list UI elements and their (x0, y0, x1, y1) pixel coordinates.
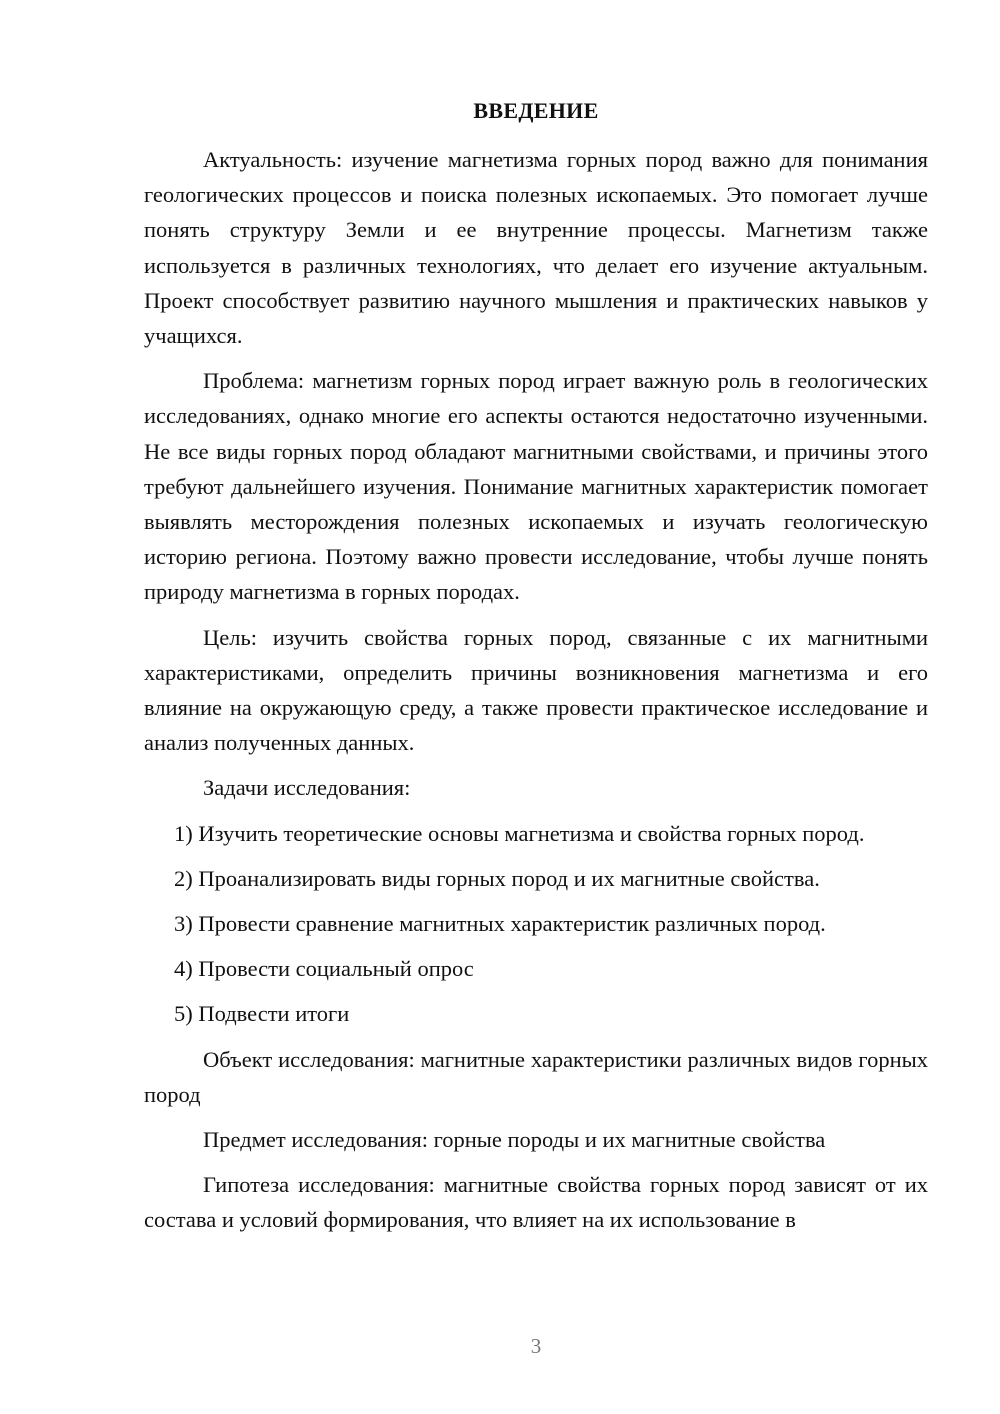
task-item-2: 2) Проанализировать виды горных пород и их магнитные свойства. (174, 865, 820, 891)
paragraph-subject: Предмет исследования: горные породы и их магнитные свойства (203, 1127, 826, 1153)
paragraph-hypothesis: Гипотеза исследования: магнитные свойства горных пород зависят от их состава и условий формирования, что влияет на их использование в (144, 1172, 928, 1233)
task-item-3: 3) Провести сравнение магнитных характеристик различных пород. (174, 911, 826, 937)
paragraph-object: Объект исследования: магнитные характеристики различных видов горных пород (144, 1046, 928, 1107)
task-item-5: 5) Подвести итоги (174, 1001, 350, 1027)
document-body (144, 142, 928, 1248)
task-item-4: 4) Провести социальный опрос (174, 956, 474, 982)
paragraph-problem: Проблема: магнетизм горных пород играет важную роль в геологических исследованиях, однако многие его аспекты остаются недостаточно изученными. Не все виды горных пород обладают магнитными свойствами, и причины этого требуют дальнейшего изучения. Понимание магнитных характеристик помогает выявлять месторождения полезных ископаемых и изучать геологическую историю региона. Поэтому важно провести исследование, чтобы лучше понять природу магнетизма в горных породах. (144, 368, 928, 605)
paragraph-goal: Цель: изучить свойства горных пород, связанные с их магнитными характеристиками, определить причины возникновения магнетизма и его влияние на окружающую среду, а также провести практическое исследование и анализ полученных данных. (144, 624, 928, 756)
paragraph-relevance: Актуальность: изучение магнетизма горных пород важно для понимания геологических процессов и поиска полезных ископаемых. Это помогает лучше понять структуру Земли и ее внутренние процессы. Магнетизм также используется в различных технологиях, что делает его изучение актуальным. Проект способствует развитию научного мышления и практических навыков у учащихся. (144, 147, 928, 349)
page-number: 3 (530, 1334, 542, 1358)
tasks-heading: Задачи исследования: (203, 775, 411, 801)
page-heading: ВВЕДЕНИЕ (473, 98, 599, 123)
task-item-1: 1) Изучить теоретические основы магнетизма и свойства горных пород. (174, 820, 865, 846)
